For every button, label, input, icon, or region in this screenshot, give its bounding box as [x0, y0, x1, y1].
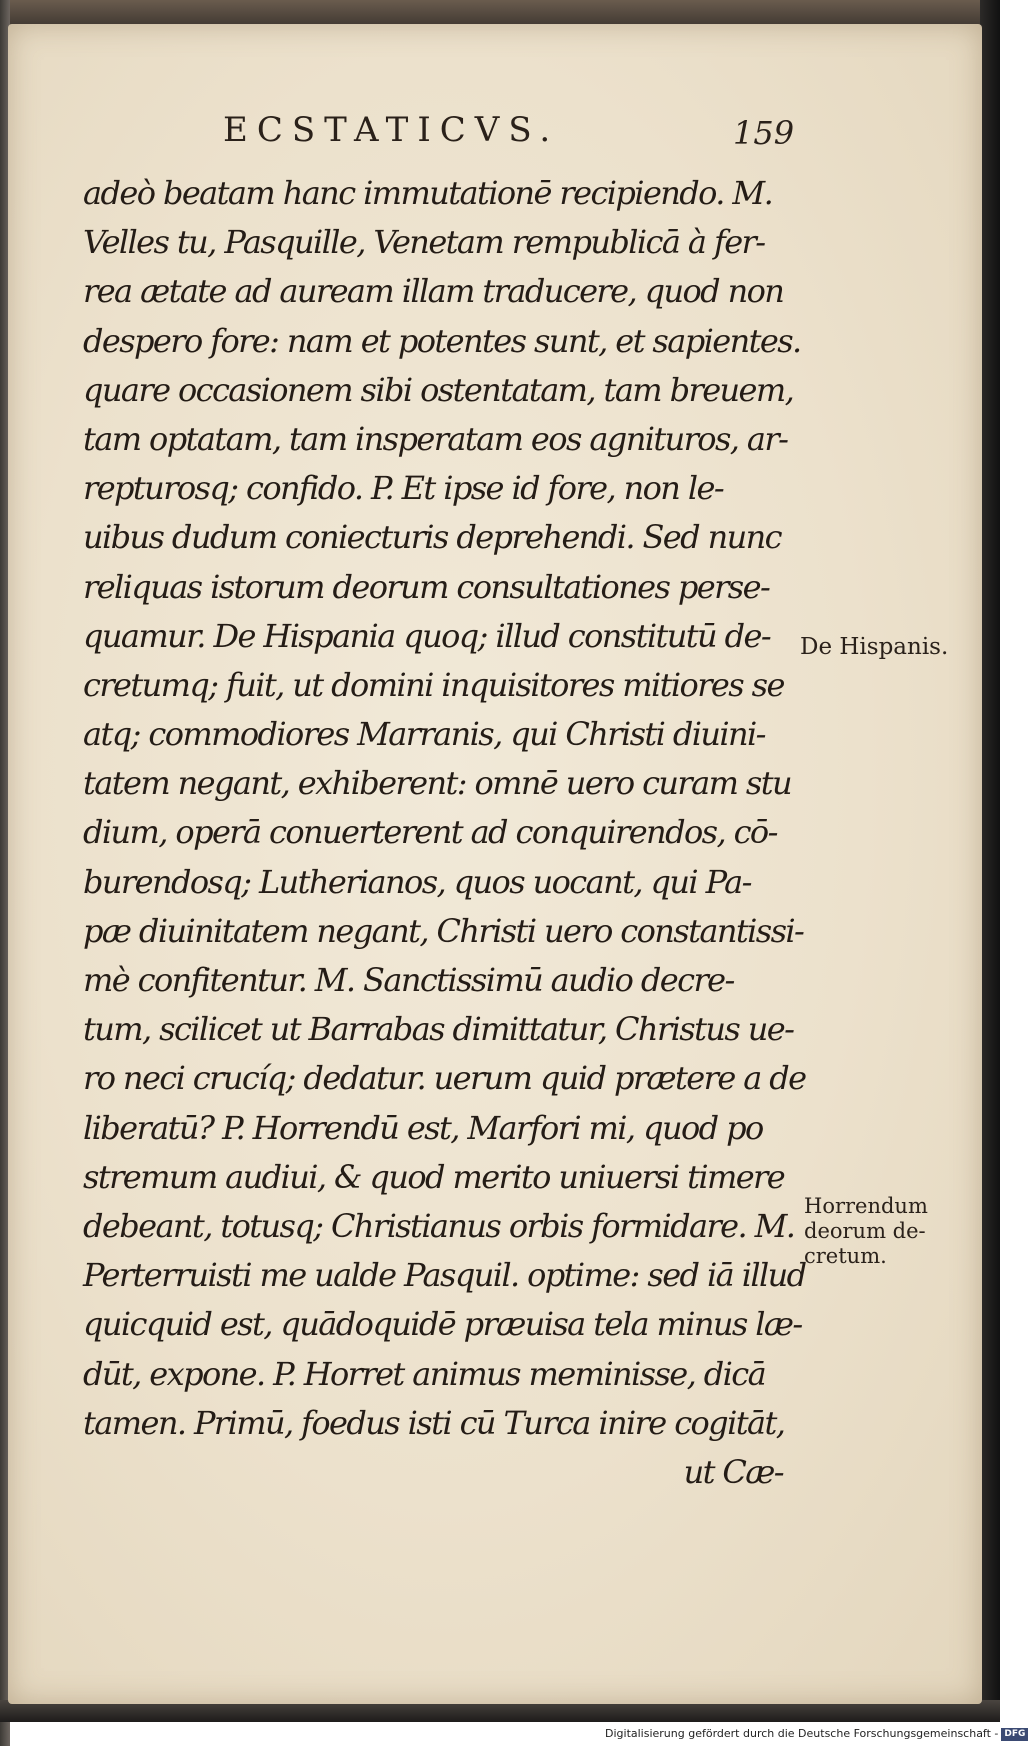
credit-text: Digitalisierung gefördert durch die Deutsche Forschungsgemeinschaft -	[605, 1727, 999, 1740]
text-line: quare occasionem sibi ostentatam, tam breuem,	[83, 370, 794, 409]
digitization-credit	[605, 1727, 1028, 1741]
text-line: uibus dudum coniecturis deprehendi. Sed nunc	[83, 518, 781, 557]
text-line: liberatū? P. Horrendū est, Marfori mi, quod po	[83, 1108, 763, 1147]
text-line: repturosq; confido. P. Et ipse id fore, non le-	[83, 469, 724, 508]
text-line: atq; commodiores Marranis, qui Christi diuini-	[83, 715, 765, 754]
text-line: rea ætate ad auream illam traducere, quod non	[83, 272, 784, 311]
book-page	[8, 24, 982, 1704]
text-line: quamur. De Hispania quoq; illud constitutū de-	[83, 616, 771, 655]
marginal-note-hispania: De Hispanis.	[800, 634, 949, 660]
running-head: ECSTATICVS.	[223, 110, 560, 150]
marginal-note-line: deorum de-	[804, 1219, 926, 1243]
text-line: Perterruisti me ualde Pasquil. optime: sed iā illud	[83, 1256, 806, 1295]
text-line: ro neci crucíq; dedatur. uerum quid prætere a de	[83, 1059, 806, 1098]
text-line: tum, scilicet ut Barrabas dimittatur, Christus ue-	[83, 1010, 794, 1049]
text-line: reliquas istorum deorum consultationes perse-	[83, 567, 770, 606]
text-line: quicquid est, quādoquidē præuisa tela minus læ-	[83, 1305, 802, 1344]
text-line: despero fore: nam et potentes sunt, et sapientes.	[83, 321, 801, 360]
text-line: stremum audiui, & quod merito uniuersi timere	[83, 1157, 785, 1196]
text-line: tam optatam, tam insperatam eos agnituros, ar-	[83, 419, 788, 458]
text-line: pæ diuinitatem negant, Christi uero constantissi-	[83, 911, 804, 950]
dfg-logo: DFG	[1001, 1728, 1028, 1741]
marginal-note-line: cretum.	[804, 1244, 887, 1268]
text-line: tatem negant, exhiberent: omnē uero curam stu	[83, 764, 792, 803]
text-line: dium, operā conuerterent ad conquirendos, cō-	[83, 813, 777, 852]
text-line: burendosq; Lutherianos, quos uocant, qui Pa-	[83, 862, 751, 901]
text-line: debeant, totusq; Christianus orbis formidare. M.	[83, 1206, 795, 1245]
text-line: Velles tu, Pasquille, Venetam rempublicā à fer-	[83, 223, 765, 262]
marginal-note-line: Horrendum	[804, 1194, 928, 1218]
text-line: dūt, expone. P. Horret animus meminisse, dicā	[83, 1354, 766, 1393]
book-edge-right	[980, 0, 1000, 1720]
main-text-block	[83, 169, 806, 1497]
text-line: mè confitentur. M. Sanctissimū audio decre-	[83, 961, 734, 999]
text-line: tamen. Primū, foedus isti cū Turca inire cogitāt,	[83, 1403, 785, 1442]
catchword: ut Cæ-	[683, 1452, 783, 1491]
page-number: 159	[733, 114, 795, 152]
text-line: adeò beatam hanc immutationē recipiendo. M.	[83, 174, 773, 212]
text-line: cretumq; fuit, ut domini inquisitores mitiores se	[83, 665, 784, 704]
marginal-note-horrendum	[804, 1194, 974, 1269]
